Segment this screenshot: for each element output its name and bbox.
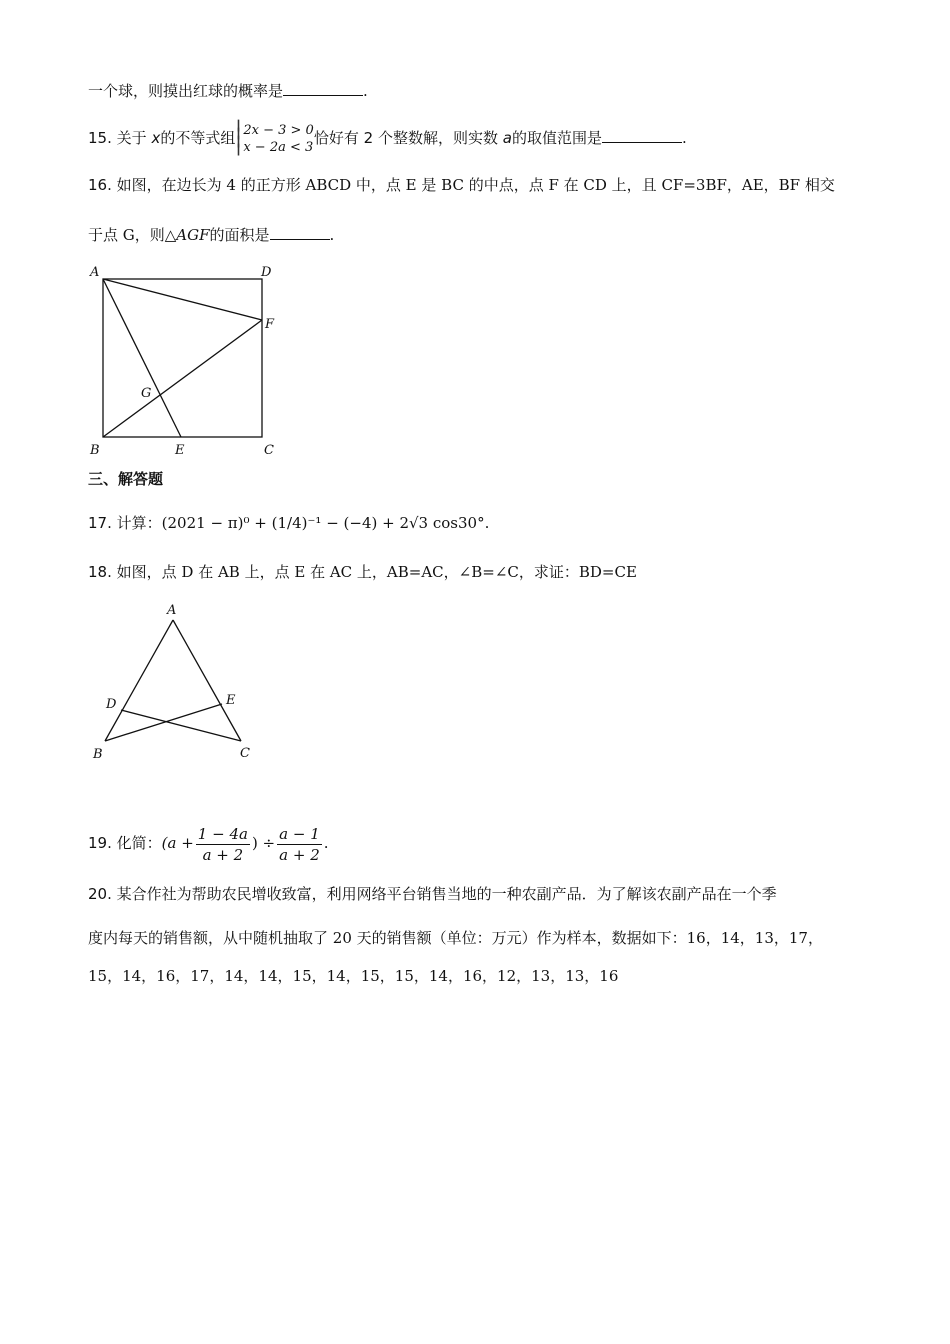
q14-tail	[88, 80, 368, 102]
q16-text-line-2b: 的面积是	[209, 226, 270, 244]
expr-open: (a +	[161, 834, 194, 852]
fraction-1-denominator: a + 2	[202, 845, 244, 864]
integer-count: 2	[363, 129, 374, 147]
question-18	[88, 561, 637, 583]
fraction-1	[196, 824, 250, 865]
segment-cd	[121, 710, 241, 741]
question-number: 16.	[88, 176, 112, 194]
q20-text-line-1: 某合作社为帮助农民增收致富，利用网络平台销售当地的一种农副产品．为了解该农副产品在一个季	[116, 885, 777, 903]
square-figure	[85, 258, 285, 460]
fraction-2-numerator: a − 1	[279, 824, 320, 843]
q14-tail-text: 一个球，则摸出红球的概率是	[88, 82, 284, 100]
question-15	[88, 120, 687, 156]
expr-part-2: + (1/4)⁻¹	[254, 514, 322, 532]
answer-blank	[602, 128, 682, 143]
segment-ac	[173, 620, 241, 741]
answer-blank	[270, 225, 330, 240]
q15-text-5: 的取值范围是	[511, 129, 602, 147]
label-e: E	[226, 693, 236, 708]
question-number: 19.	[88, 834, 112, 852]
q16-text-line-2: 于点 G，则	[88, 226, 165, 244]
question-20-line-3	[88, 965, 618, 987]
label-a: A	[90, 265, 100, 280]
question-19	[88, 818, 329, 868]
q15-text-4: 个整数解，则实数	[377, 129, 498, 147]
fraction-2	[277, 824, 322, 865]
inequality-system	[235, 122, 313, 156]
q15-text-1: 关于	[116, 129, 147, 147]
q17-label: 计算：	[116, 514, 162, 532]
fraction-1-numerator: 1 − 4a	[197, 824, 248, 843]
q15-text-2: 的不等式组	[160, 129, 236, 147]
label-c: C	[264, 443, 274, 458]
q20-text-line-3: 15，14，16，17，14，14，15，14，15，15，14，16，12，13，13，16	[88, 967, 619, 985]
expr-mid: ) ÷	[251, 834, 276, 852]
label-c: C	[240, 746, 250, 761]
q16-text-line-1: 如图，在边长为 4 的正方形 ABCD 中，点 E 是 BC 的中点，点 F 在 CD 上，且 CF=3BF，AE，BF 相交	[116, 176, 835, 194]
question-number: 15.	[88, 129, 112, 147]
inequality-1: 2x − 3 > 0	[243, 123, 314, 138]
expr-part-3: − (−4) + 2√3 cos30°	[326, 514, 485, 532]
period: .	[323, 834, 329, 852]
question-20-line-2	[88, 927, 823, 949]
label-b: B	[93, 747, 103, 762]
question-number: 20.	[88, 885, 112, 903]
question-17	[88, 508, 489, 538]
period: .	[363, 82, 368, 100]
q18-text: 如图，点 D 在 AB 上，点 E 在 AC 上，AB=AC，∠B=∠C，求证：BD=CE	[116, 563, 637, 581]
q15-text-3: 恰好有	[313, 129, 359, 147]
question-number: 17.	[88, 514, 112, 532]
square-abcd	[103, 279, 262, 437]
question-16-line-1	[88, 174, 835, 196]
label-e: E	[175, 443, 185, 458]
period: .	[681, 129, 687, 147]
segment-bf	[103, 320, 262, 437]
question-number: 18.	[88, 563, 112, 581]
triangle-agf: △AGF	[164, 226, 210, 244]
question-20-line-1	[88, 883, 777, 905]
label-d: D	[106, 697, 117, 712]
variable-x: x	[151, 129, 161, 147]
question-16-line-2	[88, 224, 334, 246]
q19-label: 化简：	[116, 834, 162, 852]
label-g: G	[141, 386, 152, 401]
answer-blank	[283, 81, 363, 96]
q20-text-line-2: 度内每天的销售额，从中随机抽取了 20 天的销售额（单位：万元）作为样本，数据如下：16，14，13，17，	[88, 929, 823, 947]
variable-a: a	[502, 129, 512, 147]
label-a: A	[167, 603, 177, 618]
brace-icon: ┃ ┃ ┃ ┃	[235, 121, 242, 156]
triangle-figure	[85, 600, 265, 765]
segment-ae	[103, 279, 181, 437]
label-b: B	[90, 443, 100, 458]
expr-part-1: (2021 − π)⁰	[161, 514, 250, 532]
label-d: D	[261, 265, 272, 280]
label-f: F	[265, 317, 275, 332]
period: .	[329, 226, 335, 244]
section-title: 三、解答题	[88, 470, 164, 488]
inequality-2: x − 2a < 3	[243, 140, 314, 155]
period: .	[484, 514, 490, 532]
segment-af	[103, 279, 262, 320]
fraction-2-denominator: a + 2	[279, 845, 320, 864]
